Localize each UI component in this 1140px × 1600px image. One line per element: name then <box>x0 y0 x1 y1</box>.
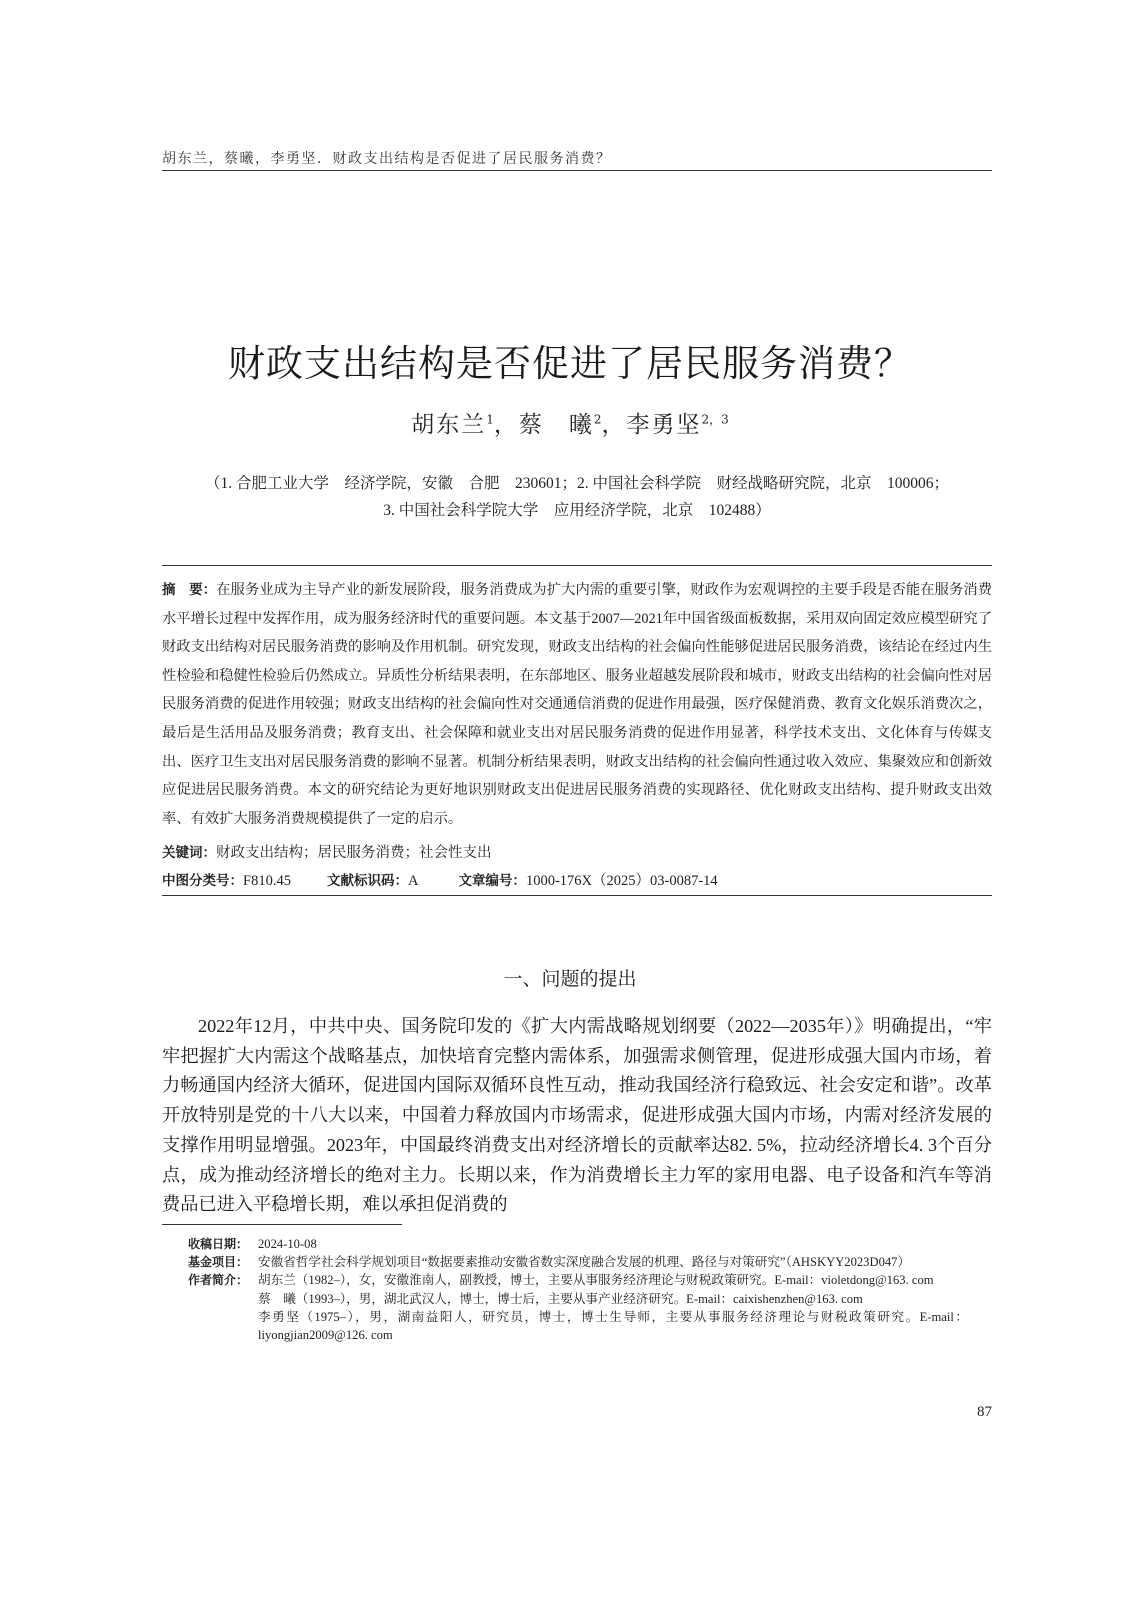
clc-value: F810.45 <box>243 873 291 889</box>
abstract-text: 在服务业成为主导产业的新发展阶段，服务消费成为扩大内需的重要引擎，财政作为宏观调控的主要手段是否能在服务消费水平增长过程中发挥作用，成为服务经济时代的重要问题。本文基于2007—2021年中国省级面板数据，采用双向固定效应模型研究了财政支出结构对居民服务消费的影响及作用机制。研究发现，财政支出结构的社会偏向性能够促进居民服务消费，该结论在经过内生性检验和稳健性检验后仍然成立。异质性分析结果表明，在东部地区、服务业超越发展阶段和城市，财政支出结构的社会偏向性对居民服务消费的促进作用较强；财政支出结构的社会偏向性对交通通信消费的促进作用最强，医疗保健消费、教育文化娱乐消费次之，最后是生活用品及服务消费；教育支出、社会保障和就业支出对居民服务消费的促进作用显著，科学技术支出、文化体育与传媒支出、医疗卫生支出对居民服务消费的影响不显著。机制分析结果表明，财政支出结构的社会偏向性通过收入效应、集聚效应和创新效应促进居民服务消费。本文的研究结论为更好地识别财政支出促进居民服务消费的实现路径、优化财政支出结构、提升财政支出效率、有效扩大服务消费规模提供了一定的启示。 <box>162 582 992 827</box>
author-name: 胡东兰 <box>411 412 487 438</box>
section-heading: 一、问题的提出 <box>503 968 637 990</box>
paper-title: 财政支出结构是否促进了居民服务消费？ <box>228 342 912 385</box>
page-number: 87 <box>977 1404 992 1420</box>
abstract-bottom-rule <box>162 895 992 896</box>
article-number-value: 1000-176X（2025）03-0087-14 <box>525 873 718 889</box>
running-header: 胡东兰，蔡曦，李勇坚．财政支出结构是否促进了居民服务消费？ <box>162 151 612 167</box>
footnote-rule <box>162 1224 402 1225</box>
received-date <box>188 1235 968 1253</box>
doc-code-label: 文献标识码： <box>326 873 408 889</box>
fund-info <box>188 1253 968 1271</box>
keywords <box>162 841 992 862</box>
author-bios <box>188 1271 968 1344</box>
author-name: 李勇坚 <box>626 412 702 438</box>
body-paragraph: 2022年12月，中共中央、国务院印发的《扩大内需战略规划纲要（2022—2035年）》明确提出，“牢牢把握扩大内需这个战略基点，加快培育完整内需体系，加强需求侧管理，促进形成强大国内市场，着力畅通国内经济大循环，促进国内国际双循环良性互动，推动我国经济行稳致远、社会安定和谐”。改革开放特别是党的十八大以来，中国着力释放国内市场需求，促进形成强大国内市场，内需对经济发展的支撑作用明显增强。2023年，中国最终消费支出对经济增长的贡献率达82. 5%，拉动经济增长4. 3个百分点，成为推动经济增长的绝对主力。长期以来，作为消费增长主力军的家用电器、电子设备和汽车等消费品已进入平稳增长期，难以承担促消费的 <box>162 1016 992 1215</box>
affiliation-line: 3. 中国社会科学院大学 应用经济学院，北京 102488） <box>383 502 771 519</box>
doc-code-value: A <box>407 873 419 889</box>
fund-label: 基金项目： <box>188 1255 249 1270</box>
keywords-text: 财政支出结构；居民服务消费；社会性支出 <box>216 845 492 861</box>
abstract-top-rule <box>162 565 992 566</box>
clc-label: 中图分类号： <box>162 873 243 889</box>
author-name: 蔡 曦 <box>518 412 594 438</box>
keywords-label: 关键词： <box>162 845 216 861</box>
author-affiliation-mark: 1 <box>486 412 494 427</box>
article-number-label: 文章编号： <box>458 873 526 889</box>
fund-value: 安徽省哲学社会科学规划项目“数据要素推动安徽省数实深度融合发展的机理、路径与对策研究”（AHSKYY2023D047） <box>258 1255 911 1270</box>
author-affiliation-mark: 2，3 <box>701 412 729 427</box>
author-separator: ， <box>493 412 519 438</box>
received-label: 收稿日期： <box>188 1237 249 1251</box>
author-line <box>0 406 1140 439</box>
abstract-label: 摘 要： <box>162 582 217 598</box>
author-bio: 胡东兰（1982–），女，安徽淮南人，副教授，博士，主要从事服务经济理论与财税政策研究。E-mail：violetdong@163. com <box>258 1273 934 1288</box>
author-bio: 蔡 曦（1993–），男，湖北武汉人，博士，博士后，主要从事产业经济研究。E-mail：caixishenzhen@163. com <box>258 1291 863 1306</box>
author-bios-label: 作者简介： <box>188 1273 249 1288</box>
footnotes <box>188 1235 968 1344</box>
affiliation-line: （1. 合肥工业大学 经济学院，安徽 合肥 230601；2. 中国社会科学院 财经战略研究院，北京 100006； <box>204 475 949 492</box>
author-affiliation-mark: 2 <box>593 412 602 427</box>
author-bio: 李勇坚（1975–），男，湖南益阳人，研究员，博士，博士生导师，主要从事服务经济理论与财税政策研究。E-mail：liyongjian2009@126. com <box>258 1309 968 1343</box>
received-value: 2024-10-08 <box>258 1237 317 1251</box>
classification-line <box>162 869 992 890</box>
header-rule <box>162 170 992 171</box>
affiliations <box>162 470 992 524</box>
author-separator: ， <box>601 412 627 438</box>
abstract <box>162 576 992 833</box>
